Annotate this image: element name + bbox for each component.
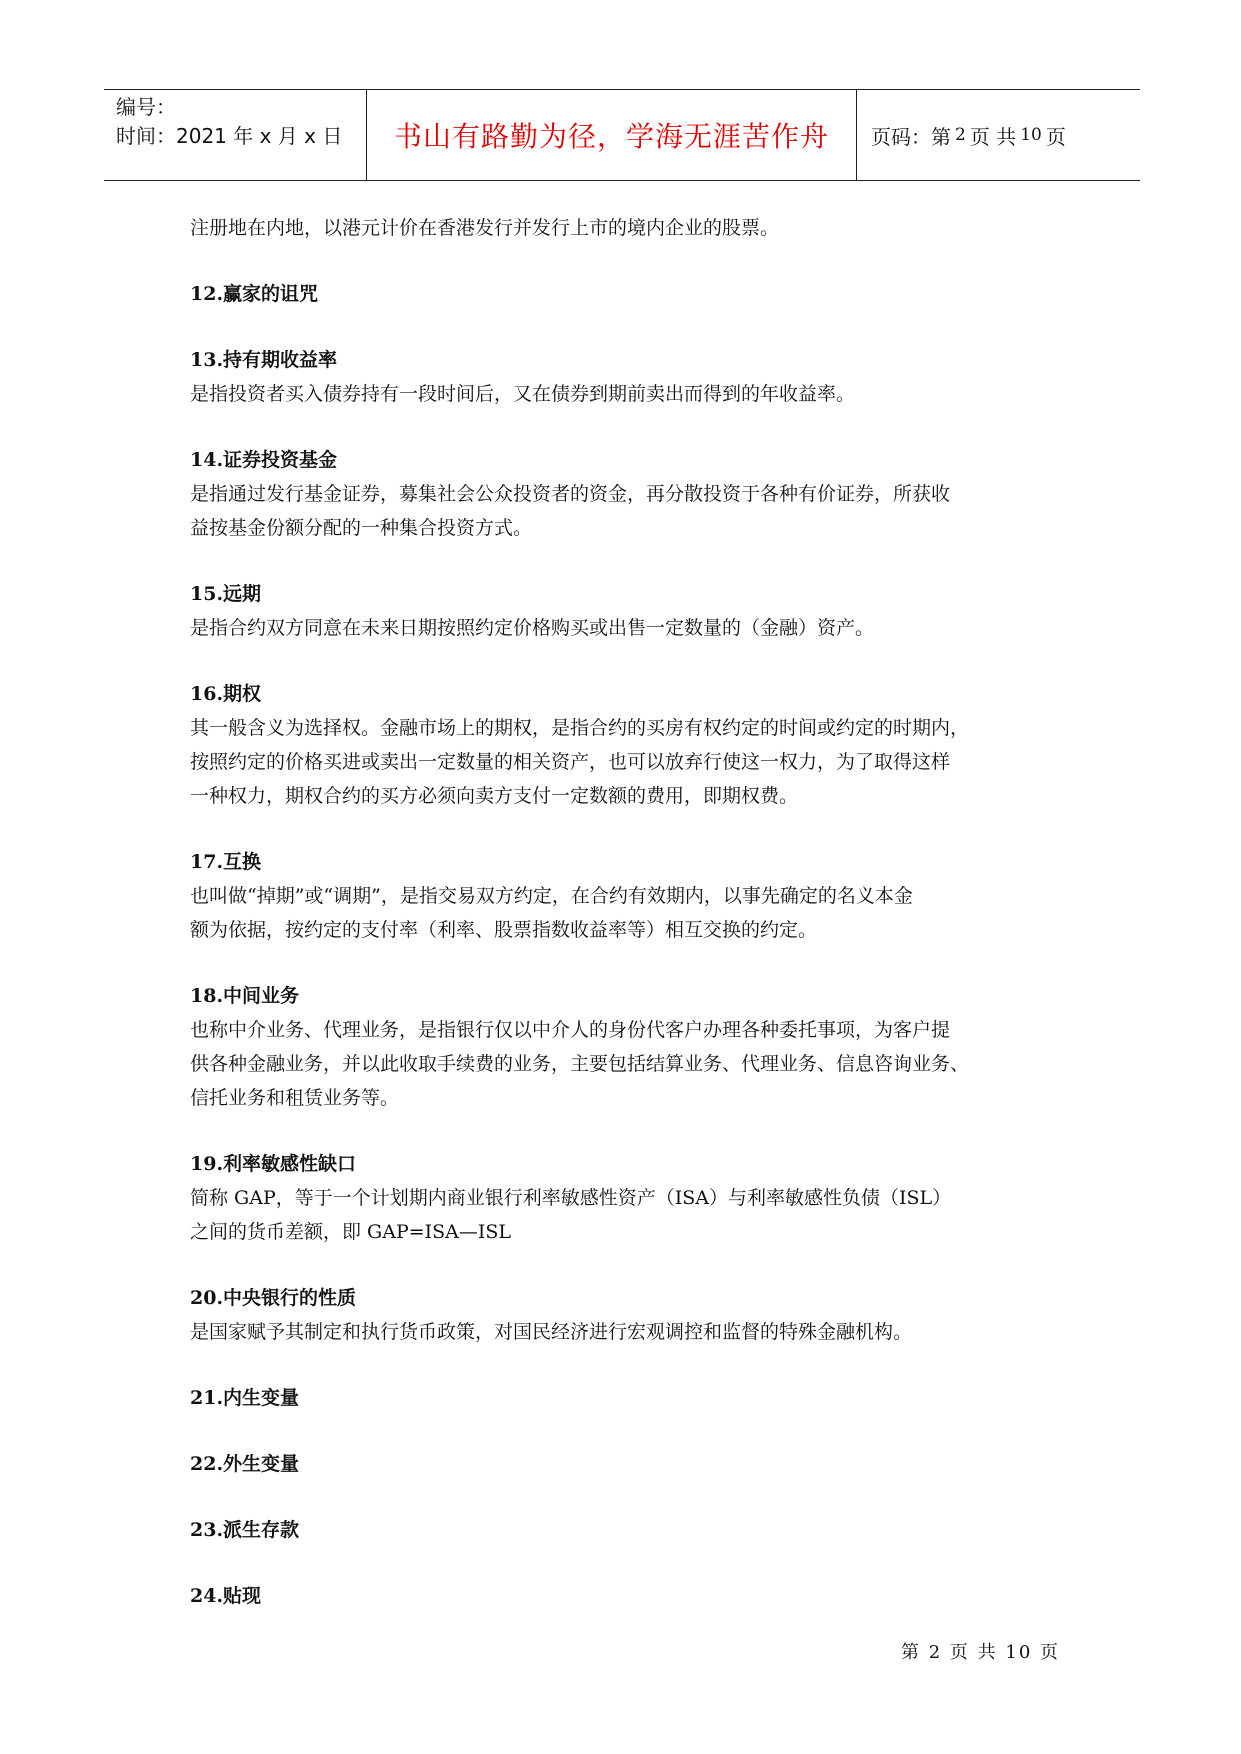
entry-term: 24.贴现	[190, 1585, 262, 1607]
entry-definition-line: 也叫做“掉期”或“调期”，是指交易双方约定，在合约有效期内，以事先确定的名义本金	[190, 885, 913, 907]
entry-spacer	[190, 1415, 1070, 1447]
page-label-mid: 页 共	[969, 124, 1017, 149]
entry-term: 22.外生变量	[190, 1453, 300, 1475]
entry-definition-line: 按照约定的价格买进或卖出一定数量的相关资产，也可以放弃行使这一权力，为了取得这样	[190, 751, 951, 773]
entry-term: 17.互换	[190, 851, 262, 873]
entry-definition-line: 是指通过发行基金证券，募集社会公众投资者的资金，再分散投资于各种有价证券，所获收	[190, 483, 951, 505]
entry-spacer	[190, 311, 1070, 343]
entry-definition-line: 一种权力，期权合约的买方必须向卖方支付一定数额的费用，即期权费。	[190, 785, 799, 807]
entry-term: 19.利率敏感性缺口	[190, 1153, 357, 1175]
entry-spacer	[190, 1481, 1070, 1513]
header-page-indicator	[857, 90, 1140, 180]
entry-spacer	[190, 1349, 1070, 1381]
entry-definition-line: 是指合约双方同意在未来日期按照约定价格购买或出售一定数量的（金融）资产。	[190, 617, 875, 639]
page-current: 2	[955, 125, 966, 145]
document-body	[190, 211, 1070, 1613]
entry-definition-line: 信托业务和租赁业务等。	[190, 1087, 400, 1109]
entry-term: 21.内生变量	[190, 1387, 300, 1409]
entry-spacer	[190, 411, 1070, 443]
entry-term: 14.证券投资基金	[190, 449, 338, 471]
entry-definition-line: 供各种金融业务，并以此收取手续费的业务，主要包括结算业务、代理业务、信息咨询业务、	[190, 1053, 970, 1075]
entry-definition-line: 之间的货币差额，即 GAP=ISA—ISL	[190, 1221, 512, 1243]
header-slogan: 书山有路勤为径，学海无涯苦作舟	[367, 90, 857, 180]
entry-definition-line: 简称 GAP，等于一个计划期内商业银行利率敏感性资产（ISA）与利率敏感性负债（ISL）	[190, 1187, 952, 1209]
entry-spacer	[190, 1249, 1070, 1281]
entry-term: 18.中间业务	[190, 985, 300, 1007]
document-time: 时间：2021 年 x 月 x 日	[116, 124, 343, 148]
entry-term: 12.赢家的诅咒	[190, 283, 319, 305]
entry-definition-line: 额为依据，按约定的支付率（利率、股票指数收益率等）相互交换的约定。	[190, 919, 818, 941]
page-label-prefix: 页码：第	[871, 124, 951, 149]
entry-spacer	[190, 813, 1070, 845]
entry-spacer	[190, 1115, 1070, 1147]
entry-spacer	[190, 545, 1070, 577]
entry-term: 20.中央银行的性质	[190, 1287, 357, 1309]
entry-definition-line: 是国家赋予其制定和执行货币政策，对国民经济进行宏观调控和监督的特殊金融机构。	[190, 1321, 913, 1343]
entry-spacer	[190, 245, 1070, 277]
document-number-label: 编号：	[116, 95, 176, 119]
entry-term: 16.期权	[190, 683, 262, 705]
entry-term: 13.持有期收益率	[190, 349, 338, 371]
page-label-suffix: 页	[1045, 124, 1066, 149]
header-meta	[104, 90, 367, 180]
page-header	[104, 89, 1140, 181]
entry-definition-line: 益按基金份额分配的一种集合投资方式。	[190, 517, 533, 539]
entry-spacer	[190, 645, 1070, 677]
page-total: 10	[1020, 125, 1042, 145]
entry-term: 23.派生存款	[190, 1519, 300, 1541]
entry-definition-line: 是指投资者买入债券持有一段时间后，又在债券到期前卖出而得到的年收益率。	[190, 383, 856, 405]
entry-definition-line: 其一般含义为选择权。金融市场上的期权，是指合约的买房有权约定的时间或约定的时期内，	[190, 717, 970, 739]
intro-paragraph: 注册地在内地，以港元计价在香港发行并发行上市的境内企业的股票。	[190, 217, 780, 239]
entry-spacer	[190, 1547, 1070, 1579]
page-footer: 第 2 页 共 10 页	[901, 1642, 1060, 1663]
entry-spacer	[190, 947, 1070, 979]
entry-term: 15.远期	[190, 583, 262, 605]
entry-definition-line: 也称中介业务、代理业务，是指银行仅以中介人的身份代客户办理各种委托事项，为客户提	[190, 1019, 951, 1041]
